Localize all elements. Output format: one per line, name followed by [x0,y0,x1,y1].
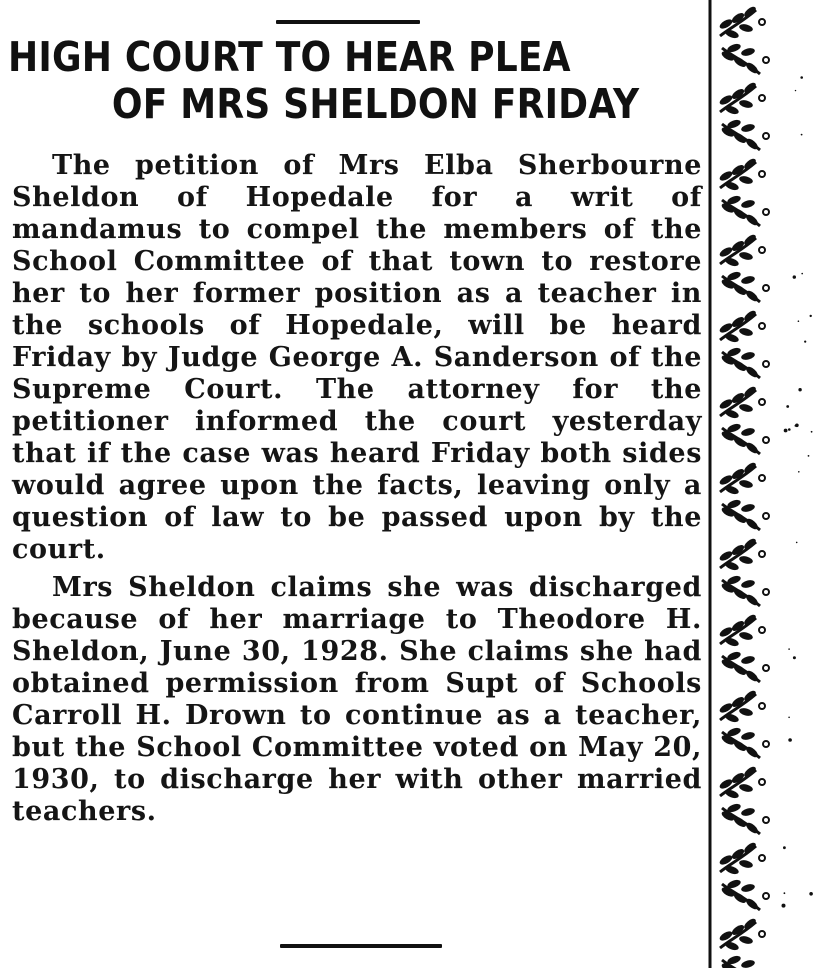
speckle-dot [782,904,786,908]
speckle-dot [784,892,786,894]
headline [8,33,640,128]
ornament-motif [720,954,769,968]
speckle-dot [783,846,786,849]
ornament-motif [718,309,765,344]
ornament-motif [718,841,765,876]
ornament-motif [720,346,769,379]
speckle-dot [788,717,790,719]
speckle-dot [810,315,812,317]
speckle-dot [796,542,798,544]
ornament-motif [720,194,769,227]
speckle-dot [798,388,801,391]
ornament-motif [720,726,769,759]
ornament-motif [720,118,769,151]
speckle-dot [801,134,803,136]
speckle-dot [786,405,789,408]
speckle-dot [811,431,813,433]
speckle-dot [795,90,796,91]
ornament-motif [720,42,769,75]
bottom-divider-rule [280,944,442,948]
speckle-dot [793,656,796,659]
ornament-motif [720,574,769,607]
paper-speckle [780,0,814,968]
speckle-dot [788,738,792,742]
speckle-dot [808,455,810,457]
ornament-motif [720,878,769,911]
ornament-motif [718,385,765,420]
top-divider-rule [276,20,420,24]
article-paragraph-1: The petition of Mrs Elba Sherbourne Sheldon of Hopedale for a writ of mandamus to compel the members of the School Committee of that town to restore her to her former position as a teacher in the schools of Hopedale, will be heard Friday by Judge George A. Sanderson of the Supreme Court. The attorney for the petitioner informed the court yesterday that if the case was heard Friday both sides would agree upon the facts, leaving only a question of law to be passed upon by the court. [12,150,702,565]
speckle-dot [798,320,800,322]
speckle-dot [788,648,790,650]
speckle-dot [804,341,806,343]
headline-line-2: OF MRS SHELDON FRIDAY [111,80,640,128]
leaf-vine-ornament-icon [706,0,776,968]
ornament-motif [718,81,765,116]
ornament-motif [718,917,765,952]
ornament-motif [718,537,765,572]
article-body [12,150,702,828]
ornament-motif [720,422,769,455]
ornament-motif [720,270,769,303]
headline-line-1: HIGH COURT TO HEAR PLEA [8,33,571,81]
ornament-motif [720,650,769,683]
speckle-dot [795,425,797,427]
ornament-motif [718,689,765,724]
article [8,0,702,968]
ornament-motif [718,233,765,268]
ornament-motif [718,157,765,192]
ornament-motif [718,613,765,648]
speckle-dot [809,892,813,896]
ornament-motif [720,498,769,531]
speckle-dot [800,76,803,79]
article-paragraph-2: Mrs Sheldon claims she was discharged because of her marriage to Theodore H. Sheldon, June 30, 1928. She claims she had obtained permission from Supt of Schools Carroll H. Drown to continue as a teacher, but the School Committee voted on May 20, 1930, to discharge her with other married teachers. [12,572,702,827]
speckle-dot [784,429,788,433]
ornament-motif [718,765,765,800]
ornament-motif [718,461,765,496]
ornament-motif [718,5,765,40]
speckle-dot [801,273,803,275]
speckle-dot [788,428,791,431]
ornament-motif [720,802,769,835]
speckle-dot [793,275,796,278]
speckle-dot [798,471,800,473]
